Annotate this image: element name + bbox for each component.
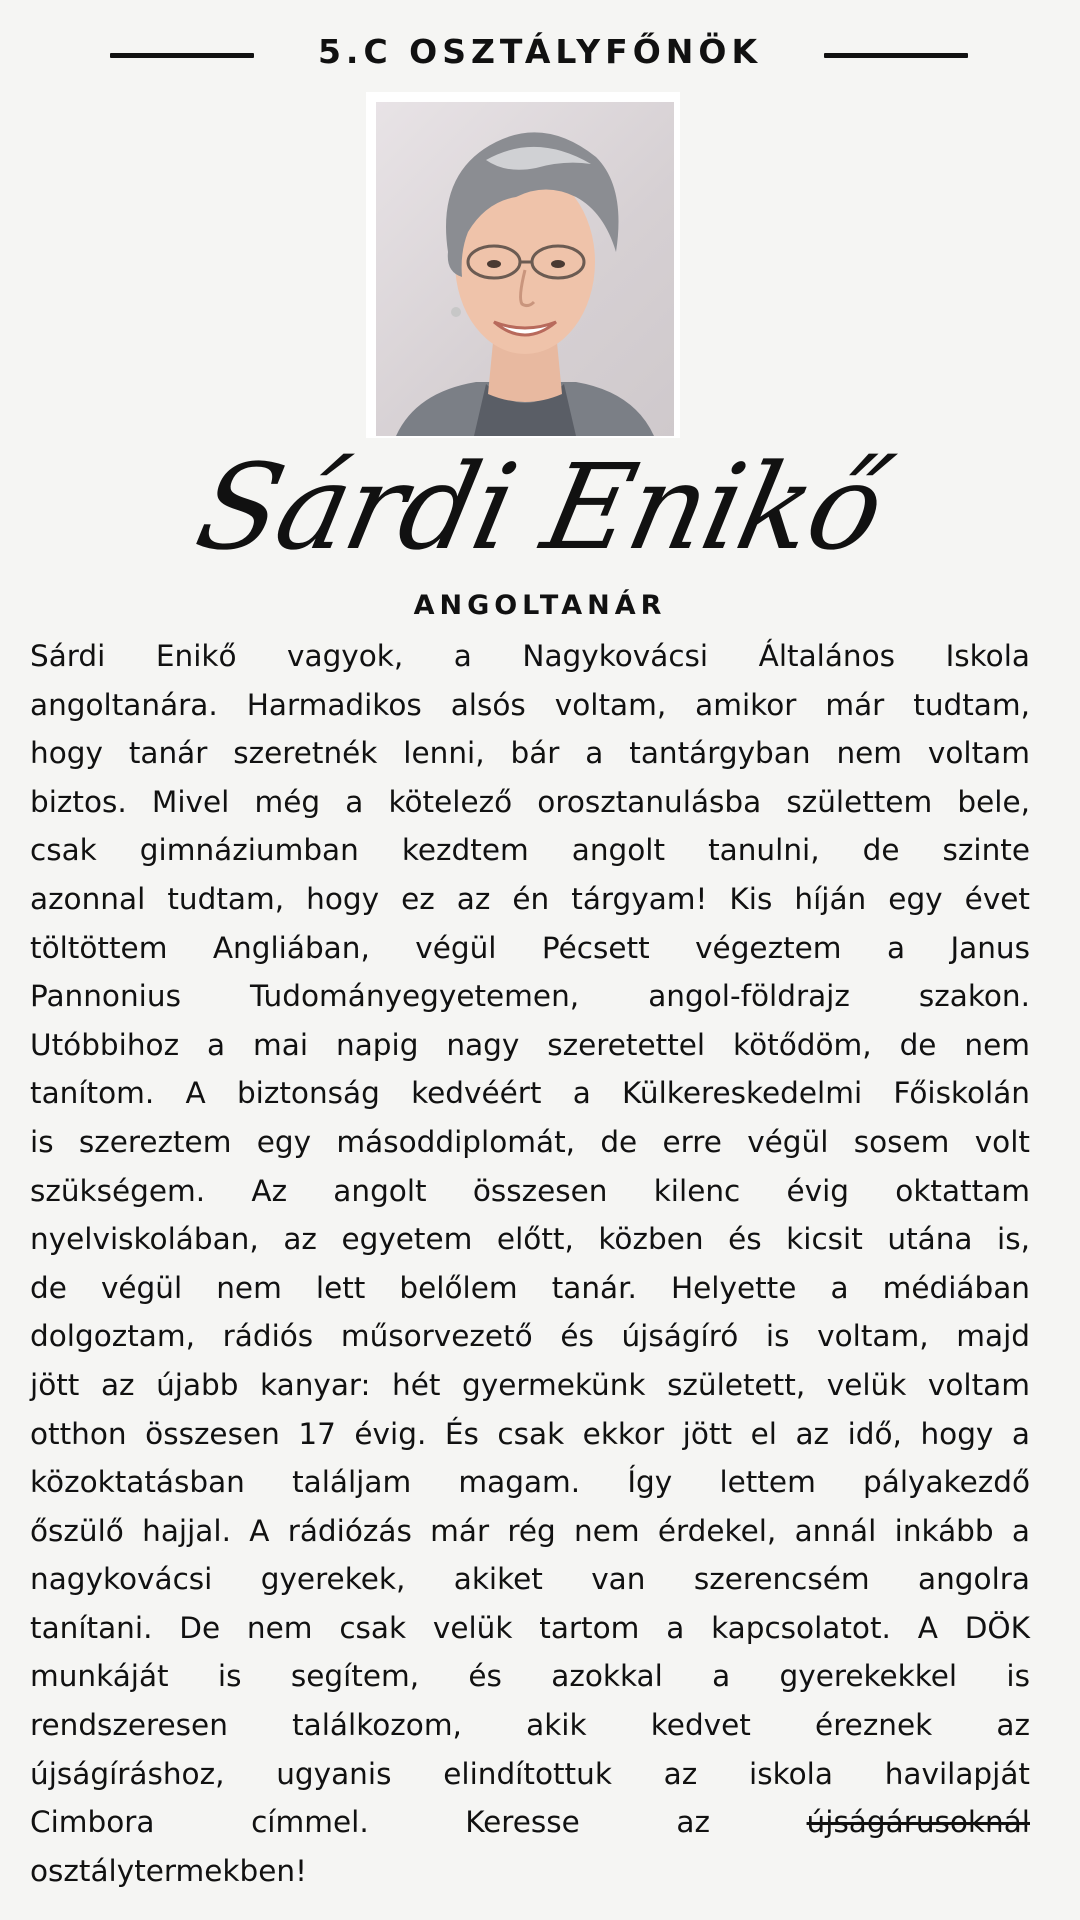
teacher-name-signature: Sárdi Enikő [185, 438, 895, 576]
bio-final-line: osztálytermekben! [30, 1853, 307, 1888]
bio-line-prefix: Cimbora címmel. Keresse az [30, 1805, 710, 1840]
bio-line: de végül nem lett belőlem tanár. Helyette a médiában [30, 1270, 1030, 1305]
bio-line: dolgoztam, rádiós műsorvezető és újságíró is voltam, majd [30, 1319, 1030, 1354]
portrait-illustration [376, 102, 674, 436]
bio-line: nagykovácsi gyerekek, akiket van szerencsém angolra [30, 1562, 1030, 1597]
bio-line: hogy tanár szeretnék lenni, bár a tantárgyban nem voltam [30, 736, 1030, 771]
bio-line: szükségem. Az angolt összesen kilenc évig oktattam [30, 1173, 1030, 1208]
bio-line: közoktatásban találjam magam. Így lettem pályakezdő [30, 1465, 1030, 1500]
bio-line: Sárdi Enikő vagyok, a Nagykovácsi Általános Iskola [30, 639, 1030, 673]
bio-line: újságíráshoz, ugyanis elindítottuk az iskola havilapját [30, 1756, 1030, 1791]
page-header [0, 28, 1080, 84]
bio-line: csak gimnáziumban kezdtem angolt tanulni, de szinte [30, 833, 1030, 868]
struck-word: újságárusoknál [806, 1805, 1030, 1840]
bio-line: is szereztem egy másoddiplomát, de erre végül sosem volt [30, 1124, 1030, 1159]
bio-line: munkáját is segítem, és azokkal a gyerekekkel is [30, 1659, 1030, 1694]
bio-line: biztos. Mivel még a kötelező orosztanulásba születtem bele, [30, 784, 1030, 819]
bio-line: jött az újabb kanyar: hét gyermekünk született, velük voltam [30, 1367, 1030, 1402]
bio-line-with-strikethrough [30, 1798, 1030, 1847]
right-divider-line [824, 53, 968, 58]
bio-line: nyelviskolában, az egyetem előtt, közben és kicsit utána is, [30, 1222, 1030, 1257]
bio-line: Pannonius Tudományegyetemen, angol-földrajz szakon. [30, 979, 1030, 1014]
bio-line: azonnal tudtam, hogy ez az én tárgyam! Kis híján egy évet [30, 881, 1030, 916]
portrait-frame [366, 92, 680, 438]
bio-text [30, 632, 1030, 1895]
bio-line: tanítani. De nem csak velük tartom a kapcsolatot. A DÖK [30, 1610, 1030, 1645]
page-title: 5.C OSZTÁLYFŐNÖK [317, 32, 763, 71]
bio-line: rendszeresen találkozom, akik kedvet éreznek az [30, 1708, 1030, 1743]
teacher-role: ANGOLTANÁR [413, 590, 667, 621]
bio-line: Utóbbihoz a mai napig nagy szeretettel kötődöm, de nem [30, 1027, 1030, 1062]
bio-line: tanítom. A biztonság kedvéért a Külkereskedelmi Főiskolán [30, 1076, 1030, 1111]
bio-line: otthon összesen 17 évig. És csak ekkor jött el az idő, hogy a [30, 1416, 1030, 1451]
portrait-photo [376, 102, 674, 436]
bio-line: angoltanára. Harmadikos alsós voltam, amikor már tudtam, [30, 687, 1030, 722]
bio-line: töltöttem Angliában, végül Pécsett végeztem a Janus [30, 930, 1030, 965]
bio-line: őszülő hajjal. A rádiózás már rég nem érdekel, annál inkább a [30, 1513, 1030, 1548]
